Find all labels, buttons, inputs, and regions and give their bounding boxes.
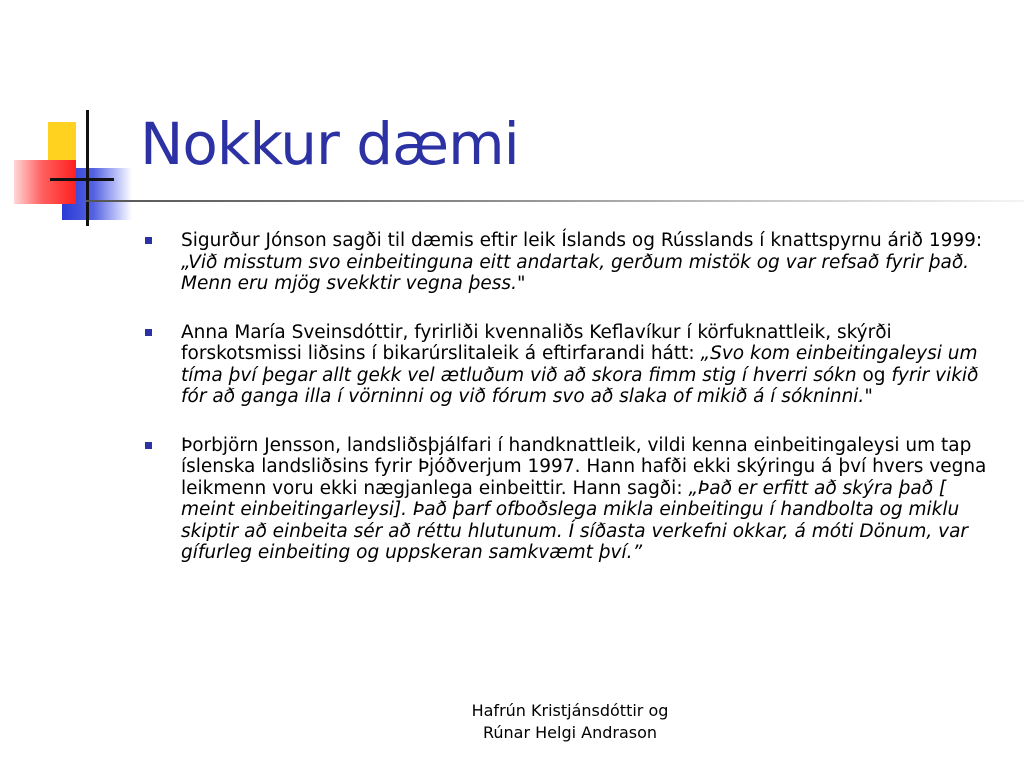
item-quote-2: fyrir vikið fór að ganga illa í vörninni og við fórum svo að slaka of mikið á í sókninni.: [181, 364, 979, 407]
footer-author-line-1: Hafrún Kristjánsdóttir og: [471, 701, 669, 720]
item-tail: ": [864, 386, 873, 407]
logo-vertical-line: [86, 110, 89, 226]
slide-title: Nokkur dæmi: [140, 110, 519, 178]
item-text: Anna María Sveinsdóttir, fyrirliði kvennaliðs Keflavíkur í körfuknattleik, skýrði forskotsmissi liðsins í bikarúrslitaleik á eftirfarandi hátt:: [181, 321, 892, 364]
bullet-list: [145, 230, 1005, 591]
bullet-icon: [145, 442, 152, 449]
bullet-icon: [145, 329, 152, 336]
logo-red-square: [14, 160, 76, 204]
logo-horizontal-line: [50, 178, 114, 181]
bullet-item-3: [145, 435, 1005, 564]
bullet-item-1: [145, 230, 1005, 295]
bullet-item-2: [145, 322, 1005, 408]
item-mid: og: [856, 364, 892, 386]
decorative-logo: [0, 100, 140, 230]
item-quote: „Það er erfitt að skýra það [ meint einbeitingarleysi]. Það þarf ofboðslega mikla einbeitingu í handbolta og miklu skiptir að einbeita sér að réttu hlutunum. Í síðasta verkefni okkar, á móti Dönum, var gífurleg einbeiting og uppskeran samkvæmt því.”: [181, 477, 969, 563]
item-text: Sigurður Jónson sagði til dæmis eftir leik Íslands og Rússlands í knattspyrnu árið 1999:: [181, 230, 983, 251]
item-quote: „Svo kom einbeitingaleysi um tíma því þegar allt gekk vel ætluðum við að skora fimm stig í hverri sókn: [181, 343, 978, 386]
title-divider: [86, 200, 1024, 202]
item-tail: ": [516, 273, 526, 294]
logo-yellow-square: [48, 122, 76, 162]
item-text: Þorbjörn Jensson, landsliðsþjálfari í handknattleik, vildi kenna einbeitingaleysi um tap íslenska landsliðsins fyrir Þjóðverjum 1997. Hann hafði ekki skýringu á því hvers vegna leikmenn voru ekki nægjanlega einbeittir. Hann sagði:: [181, 434, 987, 499]
bullet-icon: [145, 237, 152, 244]
footer-author-line-2: Rúnar Helgi Andrason: [482, 723, 658, 742]
slide-footer: [430, 700, 710, 744]
item-quote: „Við misstum svo einbeitinguna eitt andartak, gerðum mistök og var refsað fyrir það. Menn eru mjög svekktir vegna þess.: [181, 251, 970, 294]
